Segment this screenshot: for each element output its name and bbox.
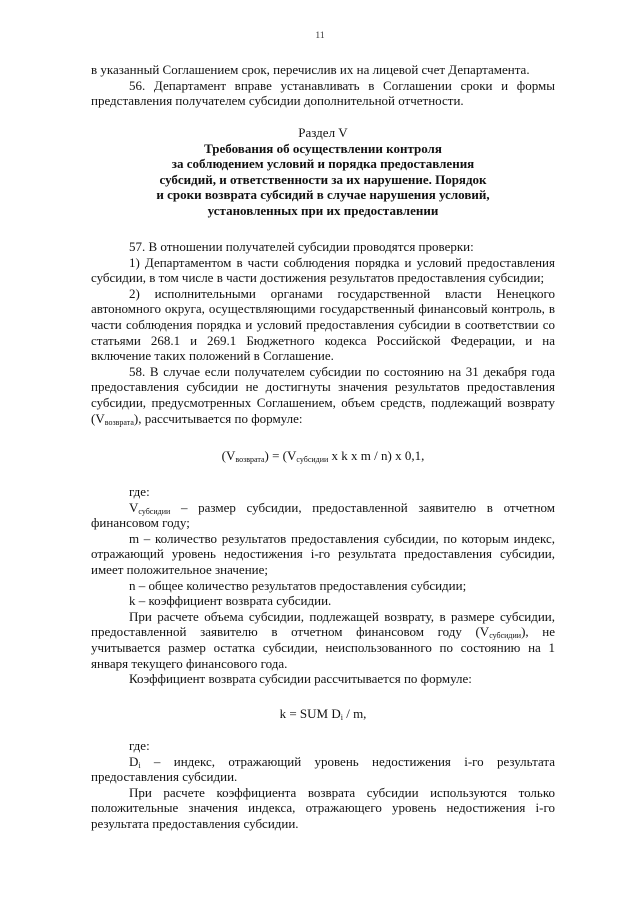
paragraph-58: 58. В случае если получателем субсидии по состоянию на 31 декабря года предоставления субсидии не достигнуты значения результатов предоставления субсидии, предусмотренных Соглашением, объем средств, подлежащий возврату $(V_{возврата})$, рассчитывается по формуле: xyxy=(91,363,555,427)
formula-2-legend xyxy=(91,738,555,832)
where-label: где: xyxy=(129,484,150,499)
section-title-line: за соблюдением условий и порядка предоставления xyxy=(171,156,475,172)
section-title-line: субсидий, и ответственности за их нарушение. Порядок xyxy=(159,171,487,187)
paragraph-57-item-1: 1) Департаментом в части соблюдения порядка и условий предоставления субсидии, в том числе в части достижения результатов предоставления субсидии; xyxy=(91,254,555,286)
top-paragraphs xyxy=(91,62,555,109)
section-title-line: установленных при их предоставлении xyxy=(207,202,439,218)
formula-1-legend xyxy=(91,484,555,687)
legend-n: n – общее количество результатов предоставления субсидии; xyxy=(129,577,467,593)
legend-k: k – коэффициент возврата субсидии. xyxy=(129,593,332,609)
section-heading xyxy=(91,125,555,219)
final-paragraph: При расчете коэффициента возврата субсидии используются только положительные значения индекса, отражающего уровень недостижения i-го результата предоставления субсидии. xyxy=(91,784,555,831)
paragraph-56: 56. Департамент вправе устанавливать в Соглашении сроки и формы представления получателем субсидии дополнительной отчетности. xyxy=(91,77,555,109)
section-title-line: Требования об осуществлении контроля xyxy=(204,140,442,156)
page-number: 11 xyxy=(315,31,325,41)
coefficient-intro: Коэффициент возврата субсидии рассчитывается по формуле: xyxy=(129,671,472,687)
where-label: где: xyxy=(129,738,150,753)
section-label: Раздел V xyxy=(298,125,348,140)
continuation-text: в указанный Соглашением срок, перечислив их на лицевой счет Департамента. xyxy=(91,62,530,77)
body-paragraphs xyxy=(91,239,555,426)
formula-coefficient: k = SUM $D_i$ / m, xyxy=(279,706,367,722)
paragraph-57-item-2: 2) исполнительными органами государственной власти Ненецкого автономного округа, осуществляющими государственный финансовый контроль, в части соблюдения порядка и условий предоставления субсидии в соответствии со статьями 268.1 и 269.1 Бюджетного кодекса Российской Федерации, и на включение таких положений в Соглашение. xyxy=(91,285,555,364)
paragraph-57: 57. В отношении получателей субсидии проводятся проверки: xyxy=(129,239,474,254)
formula-return-volume: $(V_{возврата}) = (V_{субсидии}$ x k x m / n) x 0,1, xyxy=(221,448,425,464)
legend-v-subsidy: $V_{субсидии}$ – размер субсидии, предоставленной заявителю в отчетном финансовом году; xyxy=(91,499,555,531)
section-title-line: и сроки возврата субсидий в случае нарушения условий, xyxy=(156,187,490,203)
legend-m: m – количество результатов предоставления субсидии, по которым индекс, отражающий уровень недостижения i-го результата предоставления субсидии, имеет положительное значение; xyxy=(91,530,555,577)
legend-d-index: $D_i$ – индекс, отражающий уровень недостижения i-го результата предоставления субсидии. xyxy=(91,753,555,785)
calc-note: При расчете объема субсидии, подлежащей возврату, в размере субсидии, предоставленной заявителю в отчетном финансовом году $(V_{субсидии})$, не учитывается размер остатка субсидии, неиспользованного по состоянию на 1 января текущего финансового года. xyxy=(91,608,555,671)
